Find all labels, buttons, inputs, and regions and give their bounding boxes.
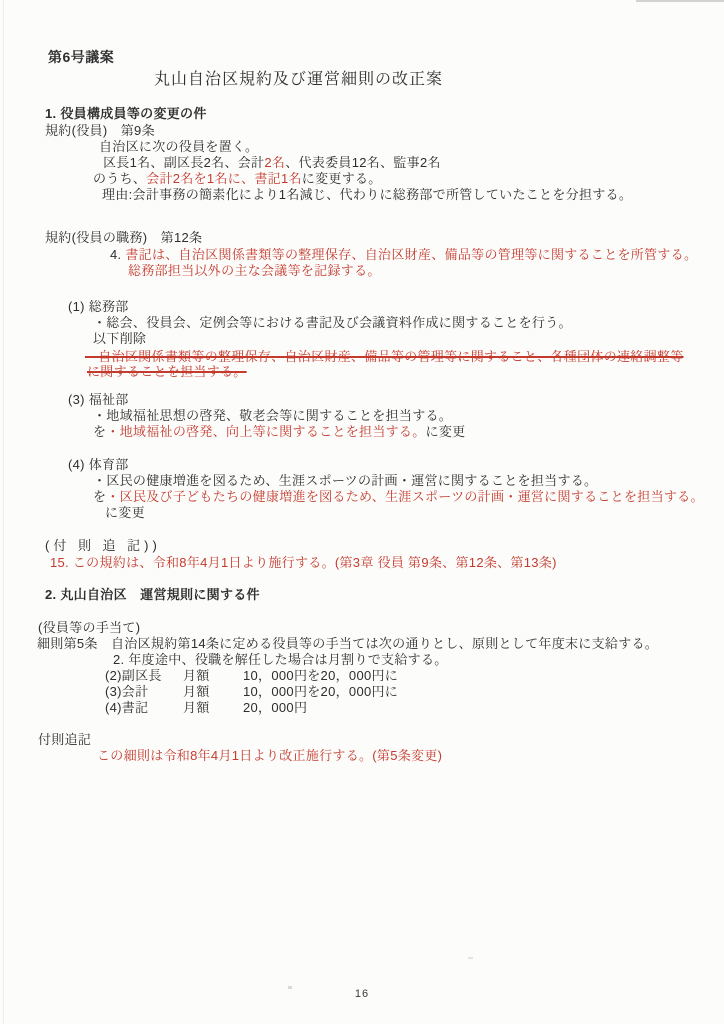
document-title: 丸山自治区規約及び運営細則の改正案 [154,71,444,88]
dept4-change-prefix: を [93,489,107,504]
item4-text-red: 書記は、自治区関係書類等の整理保存、自治区財産、備品等の管理等に関することを所管する。 [125,247,698,262]
supplement1-heading: (付 則 追 記)) [45,538,161,553]
dept1-delete-note: 以下削除 [93,331,147,346]
dept3-change-red: ・地域福祉の啓発、向上等に関することを担当する。 [106,424,426,439]
article12-label: 規約(役員の職務) 第12条 [45,230,203,245]
supplement2-text: この細則は令和8年4月1日より改正施行する。(第5条変更) [97,748,443,763]
allowance-amount: 10，000円を20，000円に [243,668,399,683]
allowance-heading: (役員等の手当て) [38,620,141,635]
supplement1-text: 15. この規約は、令和8年4月1日より施行する。(第3章 役員 第9条、第12条、第13条) [50,555,557,570]
members-list-red: 2名 [264,155,286,170]
members-list-part2: 、代表委員12名、監事2名 [285,155,441,170]
dept1-bullet1: ・総会、役員会、定例会等における書記及び会議資料作成に関することを行う。 [93,315,572,330]
allowance-row [105,668,398,684]
article9-line1: 自治区に次の役員を置く。 [99,139,259,154]
dept3-bullet1: ・地域福祉思想の啓発、敬老会等に関することを担当する。 [93,408,453,423]
case-number: 第6号議案 [48,49,115,65]
dept3-change-suffix: に変更 [425,424,466,439]
change-red: 会計2名を1名に、書記1名 [146,171,302,186]
dept4-change-suffix: に変更 [105,505,145,520]
article9-line3 [93,171,382,187]
article12-item4 [110,247,697,263]
supplement2-heading: 付則追記 [38,732,92,747]
allowance-unit: 月額 [183,684,210,699]
change-tail: に変更する。 [301,171,382,186]
allowance-row [105,700,307,716]
article12-item4-line2: 総務部担当以外の主な会議等を記録する。 [128,263,381,278]
scan-artifact-left-edge [3,0,4,1024]
item4-number: 4. [110,247,126,262]
section1-heading: 1. 役員構成員等の変更の件 [45,106,207,121]
dept1-deleted-line1: ―自治区関係書類等の整理保存、自治区財産、備品等の管理等に関すること、各種団体の連絡調整等 [85,349,684,364]
allowance-unit: 月額 [183,668,210,683]
dept4-bullet1: ・区民の健康増進を図るため、生涯スポーツの計画・運営に関することを担当する。 [93,473,598,488]
dept4-change-red: ・区民及び子どもたちの健康増進を図るため、生涯スポーツの計画・運営に関することを担当する。 [106,489,704,504]
members-list-part1: 区長1名、副区長2名、会計 [103,155,265,170]
allowance-amount: 20，000円 [243,700,308,715]
dept3-change-prefix: を [93,424,107,439]
article9-line2 [103,155,441,171]
change-intro: のうち、 [93,171,147,186]
scan-artifact-speck [468,957,473,959]
dept4-change-line [93,489,704,505]
allowance-role: (3)会計 [105,684,149,699]
reason-line: 理由:会計事務の簡素化により1名減じ、代わりに総務部で所管していたことを分担する。 [102,187,633,202]
allowance-role: (2)副区長 [105,668,162,683]
dept1-heading: (1) 総務部 [68,299,129,314]
allowance-amount: 10，000円を20，000円に [243,684,399,699]
section2-heading: 2. 丸山自治区 運営規則に関する件 [45,587,260,602]
rule5-text: 細則第5条 自治区規約第14条に定める役員等の手当ては次の通りとし、原則として年度末に支給する。 [37,636,659,651]
article9-label: 規約(役員) 第9条 [45,123,155,138]
dept3-change-line [93,424,465,440]
allowance-unit: 月額 [183,700,210,715]
allowance-role: (4)書記 [105,700,149,715]
page-number: 16 [354,988,370,1000]
rule5-item2: 2. 年度途中、役職を解任した場合は月割りで支給する。 [113,652,448,667]
allowance-row [105,684,398,700]
dept4-heading: (4) 体育部 [68,457,129,472]
dept3-heading: (3) 福祉部 [68,392,129,407]
dept1-deleted-line2: に関することを担当する。 [87,364,247,379]
scan-artifact-top-edge [636,0,724,2]
